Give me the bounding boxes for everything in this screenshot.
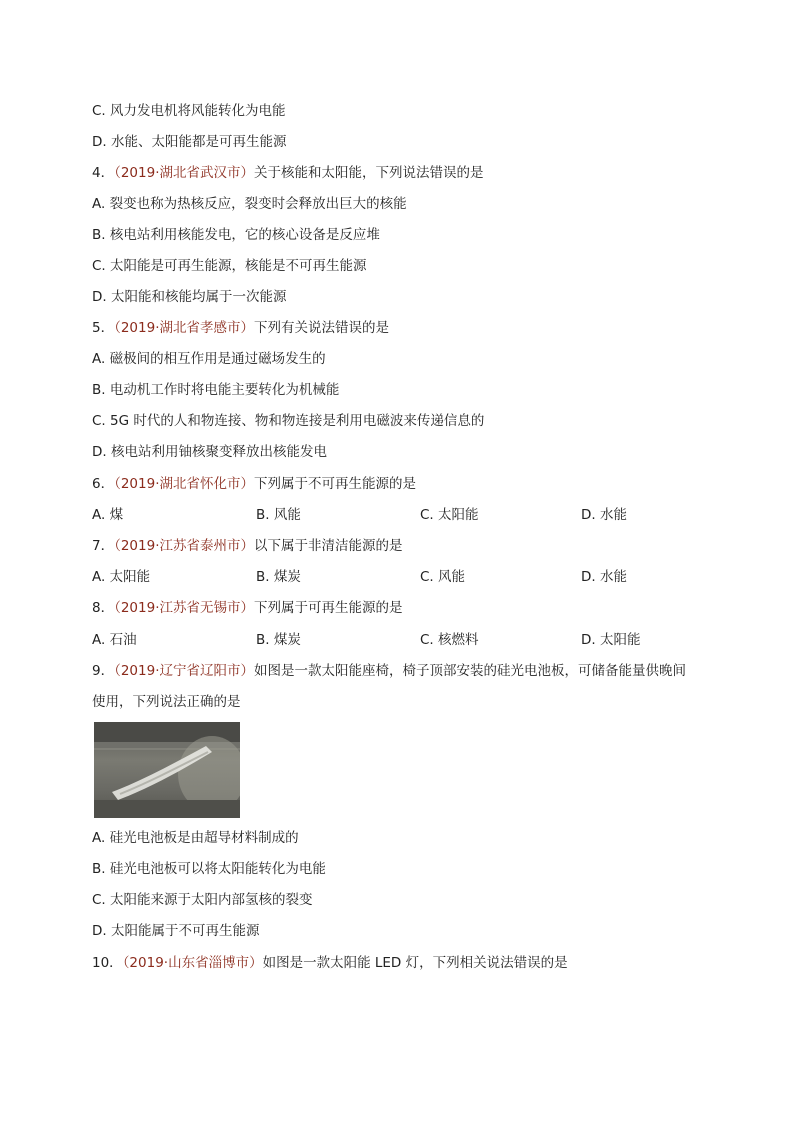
q7-stem <box>92 536 403 556</box>
question-text: 如图是一款太阳能 LED 灯，下列相关说法错误的是 <box>262 955 568 971</box>
q6-option-d: D. 水能 <box>581 507 627 523</box>
source-tag: （2019·江苏省无锡市） <box>114 600 254 616</box>
question-text: 下列属于可再生能源的是 <box>254 600 403 616</box>
question-text: 以下属于非清洁能源的是 <box>254 538 403 554</box>
source-tag: （2019·湖北省怀化市） <box>114 476 254 492</box>
q9-option-d: D. 太阳能属于不可再生能源 <box>92 923 260 939</box>
q4-stem <box>92 163 484 183</box>
source-tag: （2019·湖北省孝感市） <box>114 320 254 336</box>
q7-option-b: B. 煤炭 <box>256 569 301 585</box>
q4-option-b: B. 核电站利用核能发电，它的核心设备是反应堆 <box>92 227 380 243</box>
question-text: 下列有关说法错误的是 <box>254 320 389 336</box>
q9-option-b: B. 硅光电池板可以将太阳能转化为电能 <box>92 861 326 877</box>
q9-option-c: C. 太阳能来源于太阳内部氢核的裂变 <box>92 892 313 908</box>
q6-option-c: C. 太阳能 <box>420 507 479 523</box>
q8-option-c: C. 核燃料 <box>420 632 479 648</box>
solar-bench-photo <box>94 722 240 818</box>
solar-bench-illustration <box>94 722 240 818</box>
q6-stem <box>92 474 416 494</box>
q4-option-a: A. 裂变也称为热核反应，裂变时会释放出巨大的核能 <box>92 196 407 212</box>
q8-option-a: A. 石油 <box>92 632 137 648</box>
question-number: 4． <box>92 165 115 181</box>
q8-option-d: D. 太阳能 <box>581 632 641 648</box>
q4-option-d: D. 太阳能和核能均属于一次能源 <box>92 289 287 305</box>
q6-option-a: A. 煤 <box>92 507 124 523</box>
question-number: 6． <box>92 476 115 492</box>
q3-option-d: D. 水能、太阳能都是可再生能源 <box>92 134 287 150</box>
q7-option-a: A. 太阳能 <box>92 569 151 585</box>
q9-stem-continued: 使用，下列说法正确的是 <box>92 694 241 710</box>
question-number: 9． <box>92 663 115 679</box>
q6-option-b: B. 风能 <box>256 507 301 523</box>
source-tag: （2019·江苏省泰州市） <box>114 538 254 554</box>
q4-option-c: C. 太阳能是可再生能源，核能是不可再生能源 <box>92 258 367 274</box>
q10-stem <box>92 953 568 973</box>
question-text: 下列属于不可再生能源的是 <box>254 476 416 492</box>
q3-option-c: C. 风力发电机将风能转化为电能 <box>92 103 286 119</box>
q5-stem <box>92 318 389 338</box>
q9-option-a: A. 硅光电池板是由超导材料制成的 <box>92 830 299 846</box>
q5-option-c: C. 5G 时代的人和物连接、物和物连接是利用电磁波来传递信息的 <box>92 413 485 429</box>
q9-stem <box>92 661 686 681</box>
q5-option-a: A. 磁极间的相互作用是通过磁场发生的 <box>92 351 326 367</box>
q8-option-b: B. 煤炭 <box>256 632 301 648</box>
q7-option-d: D. 水能 <box>581 569 627 585</box>
question-number: 10． <box>92 955 123 971</box>
q7-option-c: C. 风能 <box>420 569 466 585</box>
q5-option-b: B. 电动机工作时将电能主要转化为机械能 <box>92 382 340 398</box>
q8-stem <box>92 598 403 618</box>
source-tag: （2019·辽宁省辽阳市） <box>114 663 254 679</box>
q5-option-d: D. 核电站利用铀核聚变释放出核能发电 <box>92 444 327 460</box>
question-number: 5． <box>92 320 115 336</box>
question-number: 7． <box>92 538 115 554</box>
question-number: 8． <box>92 600 115 616</box>
source-tag: （2019·湖北省武汉市） <box>114 165 254 181</box>
question-text: 关于核能和太阳能，下列说法错误的是 <box>254 165 484 181</box>
source-tag: （2019·山东省淄博市） <box>122 955 263 971</box>
question-text: 如图是一款太阳能座椅，椅子顶部安装的硅光电池板，可储备能量供晚间 <box>254 663 686 679</box>
